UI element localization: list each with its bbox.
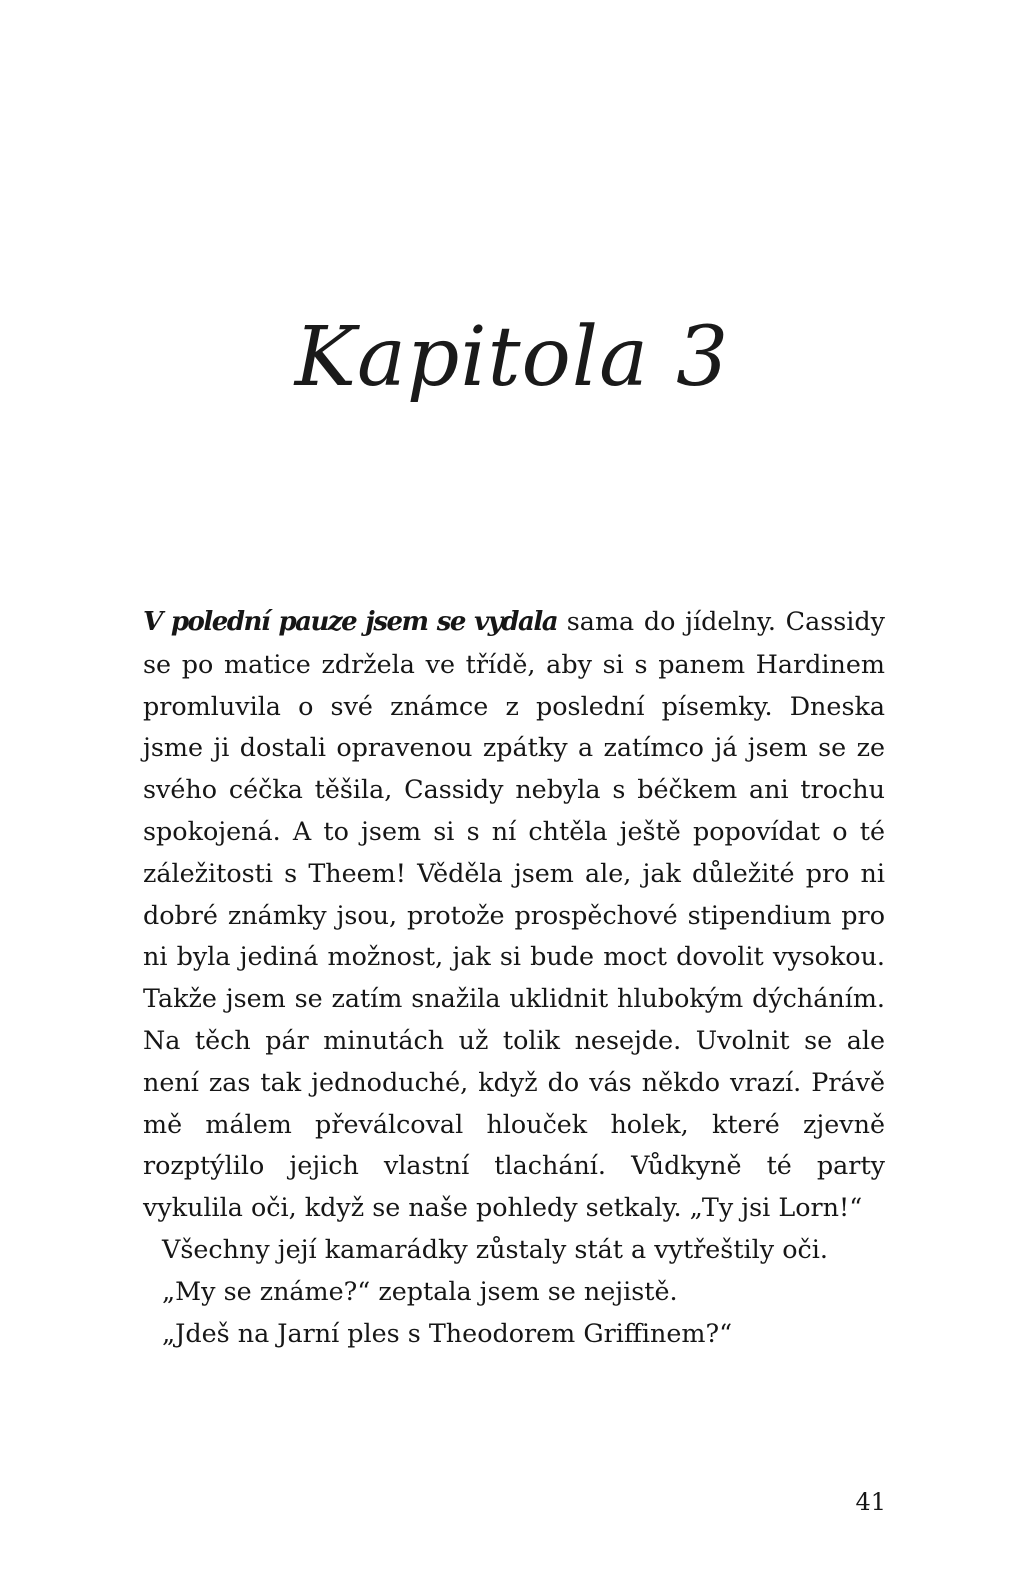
first-paragraph-text: sama do jídelny. Cassidy se po matice zdržela ve třídě, aby si s panem Hardinem promluvila o své známce z poslední písemky. Dneska jsme ji dostali opravenou zpátky a zatímco já jsem se ze svého céčka těšila, Cassidy nebyla s béčkem ani trochu spokojená. A to jsem si s ní chtěla ještě popovídat o té záležitosti s Theem! Věděla jsem ale, jak důležité pro ni dobré známky jsou, protože prospěchové stipendium pro ni byla jediná možnost, jak si bude moct dovolit vysokou. Takže jsem se zatím snažila uklidnit hlubokým dýcháním. Na těch pár minutách už tolik nesejde. Uvolnit se ale není zas tak jednoduché, když do vás někdo vrazí. Právě mě málem převálcoval hlouček holek, které zjevně rozptýlilo jejich vlastní tlachání. Vůdkyně té party vykulila oči, když se naše pohledy setkaly. „Ty jsi Lorn!“ [143, 606, 885, 1223]
chapter-title: Kapitola 3 [294, 310, 730, 405]
paragraph: „My se známe?“ zeptala jsem se nejistě. [162, 1275, 678, 1306]
paragraph: Všechny její kamarádky zůstaly stát a vytřeštily oči. [162, 1233, 828, 1264]
lead-in-text: V polední pauze jsem se vydala [143, 607, 558, 637]
paragraph: „Jdeš na Jarní ples s Theodorem Griffinem?“ [162, 1317, 733, 1348]
paragraph [143, 601, 885, 1229]
page-number: 41 [855, 1488, 886, 1516]
body-text [143, 601, 885, 1354]
